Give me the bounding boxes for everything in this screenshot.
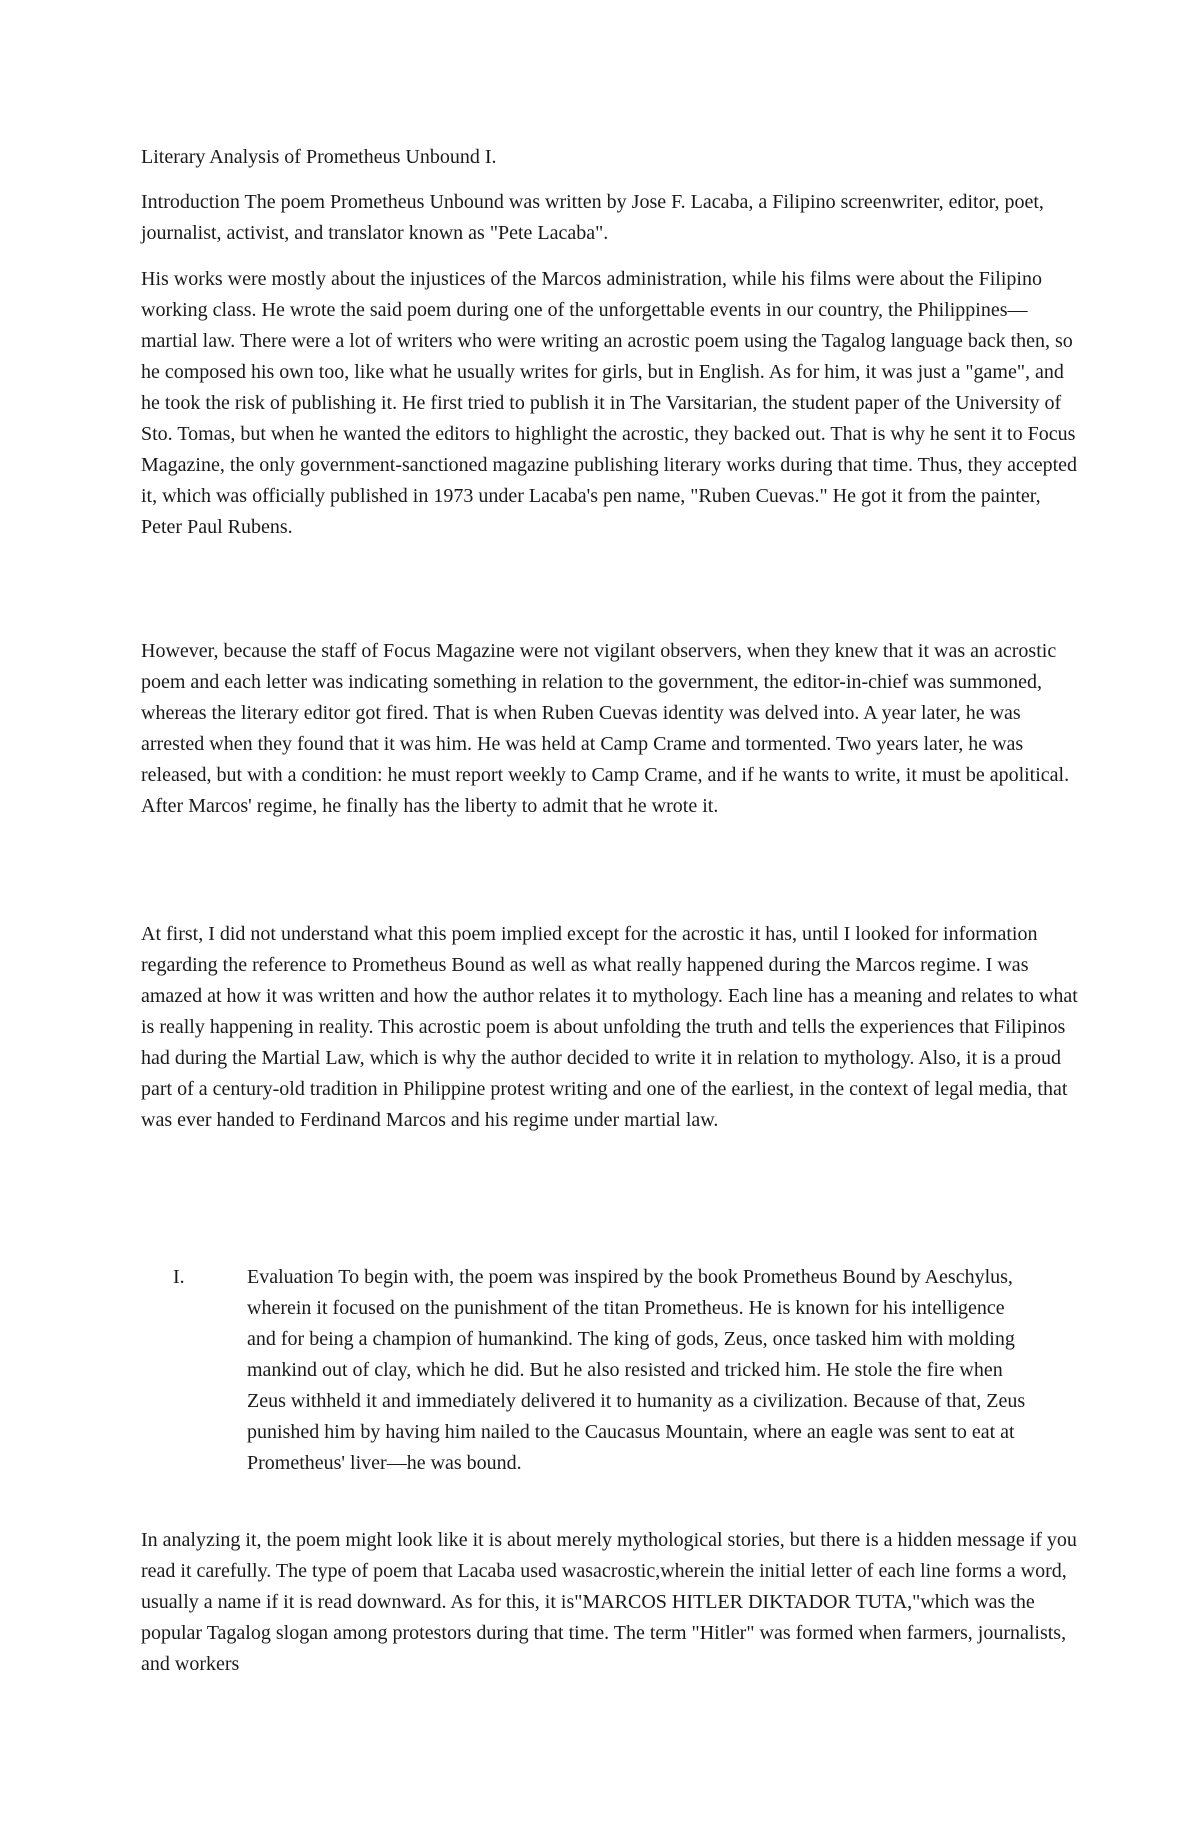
paragraph-arrest: However, because the staff of Focus Magazine were not vigilant observers, when they knew that it was an acrostic poem and each letter was indicating something in relation to the government, the editor-in-chief was summoned, whereas the literary editor got fired. That is when Ruben Cuevas identity was delved into. A year later, he was arrested when they found that it was him. He was held at Camp Crame and tormented. Two years later, he was released, but with a condition: he must report weekly to Camp Crame, and if he wants to write, it must be apolitical. After Marcos' regime, he finally has the liberty to admit that he wrote it.: [141, 640, 1070, 817]
paragraph-background: His works were mostly about the injustices of the Marcos administration, while his films were about the Filipino working class. He wrote the said poem during one of the unforgettable events in our country, the Philippines—martial law. There were a lot of writers who were writing an acrostic poem using the Tagalog language back then, so he composed his own too, like what he usually writes for girls, but in English. As for him, it was just a "game", and he took the risk of publishing it. He first tried to publish it in The Varsitarian, the student paper of the University of Sto. Tomas, but when he wanted the editors to highlight the acrostic, they backed out. That is why he sent it to Focus Magazine, the only government-sanctioned magazine publishing literary works during that time. Thus, they accepted it, which was officially published in 1973 under Lacaba's pen name, "Ruben Cuevas." He got it from the painter, Peter Paul Rubens.: [141, 268, 1078, 538]
list-item-text: Evaluation To begin with, the poem was inspired by the book Prometheus Bound by Aeschylus, wherein it focused on the punishment of the titan Prometheus. He is known for his intelligence and for being a champion of humankind. The king of gods, Zeus, once tasked him with molding mankind out of clay, which he did. But he also resisted and tricked him. He stole the fire when Zeus withheld it and immediately delivered it to humanity as a civilization. Because of that, Zeus punished him by having him nailed to the Caucasus Mountain, where an eagle was sent to eat at Prometheus' liver—he was bound.: [247, 1266, 1026, 1474]
paragraph-reflection: At first, I did not understand what this poem implied except for the acrostic it has, until I looked for information regarding the reference to Prometheus Bound as well as what really happened during the Marcos regime. I was amazed at how it was written and how the author relates it to mythology. Each line has a meaning and relates to what is really happening in reality. This acrostic poem is about unfolding the truth and tells the experiences that Filipinos had during the Martial Law, which is why the author decided to write it in relation to mythology. Also, it is a proud part of a century-old tradition in Philippine protest writing and one of the earliest, in the context of legal media, that was ever handed to Ferdinand Marcos and his regime under martial law.: [141, 923, 1078, 1131]
document-title: Literary Analysis of Prometheus Unbound I.: [141, 146, 497, 168]
paragraph-introduction: Introduction The poem Prometheus Unbound was written by Jose F. Lacaba, a Filipino screenwriter, editor, poet, journalist, activist, and translator known as "Pete Lacaba".: [141, 191, 1044, 244]
paragraph-analysis: In analyzing it, the poem might look like it is about merely mythological stories, but there is a hidden message if you read it carefully. The type of poem that Lacaba used wasacrostic,wherein the initial letter of each line forms a word, usually a name if it is read downward. As for this, it is"MARCOS HITLER DIKTADOR TUTA,"which was the popular Tagalog slogan among protestors during that time. The term "Hitler" was formed when farmers, journalists, and workers: [141, 1529, 1077, 1675]
list-marker: I.: [173, 1266, 185, 1288]
